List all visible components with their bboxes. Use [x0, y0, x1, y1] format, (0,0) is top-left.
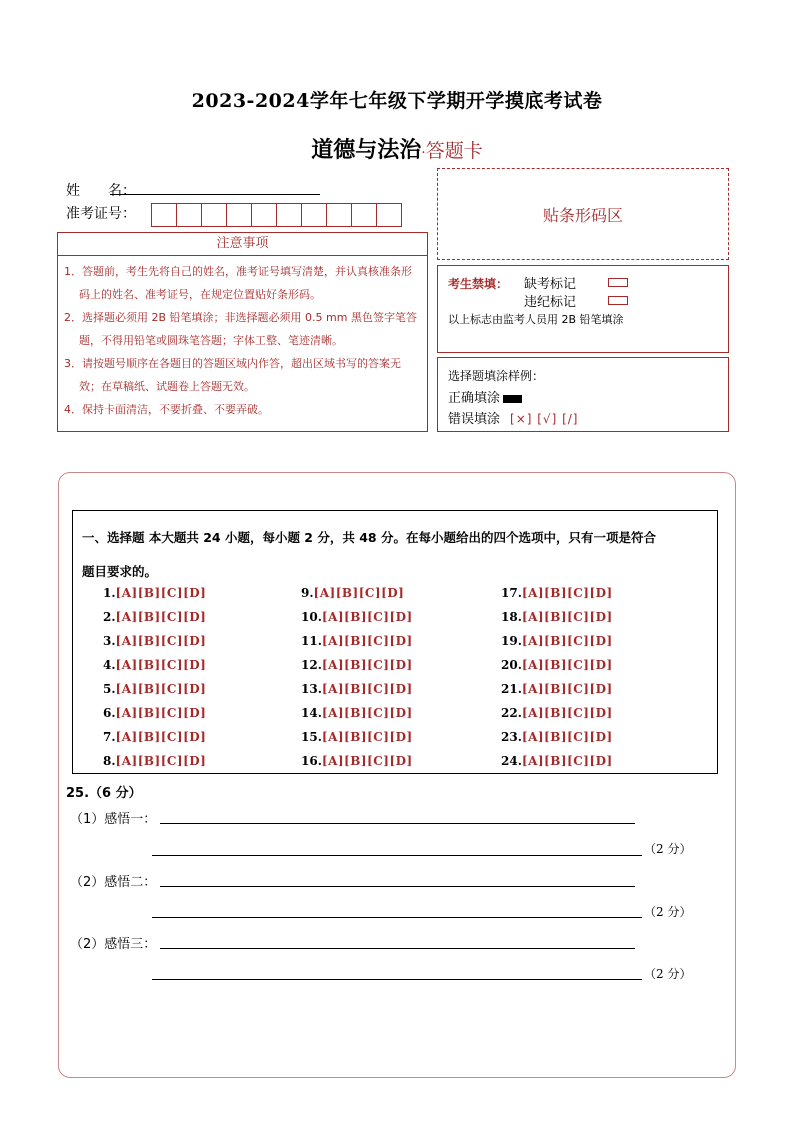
- wrong-fill-examples: [×] [√] [/]: [510, 412, 579, 426]
- question-row[interactable]: 21.[A][B][C][D]: [501, 682, 613, 696]
- question-row[interactable]: 1.[A][B][C][D]: [103, 586, 207, 600]
- fill-sample-box: [437, 357, 729, 432]
- notice-item: 3．请按题号顺序在各题目的答题区域内作答，超出区域书写的答案无效；在草稿纸、试题卷上答题无效。: [64, 357, 401, 393]
- question-row[interactable]: 8.[A][B][C][D]: [103, 754, 207, 768]
- q25-part1-line2[interactable]: [152, 855, 642, 856]
- question-column-3: [501, 581, 613, 773]
- notice-box: [57, 232, 428, 432]
- correct-fill-example: [503, 395, 522, 403]
- notice-title: 注意事项: [58, 233, 427, 256]
- question-row[interactable]: 6.[A][B][C][D]: [103, 706, 207, 720]
- multiple-choice-section: [72, 510, 718, 774]
- exam-id-digit-box[interactable]: [276, 203, 302, 227]
- subject-title: [0, 133, 794, 164]
- q25-part1-line1[interactable]: [160, 823, 635, 824]
- exam-id-digit-box[interactable]: [176, 203, 202, 227]
- proctor-only-box: [437, 265, 729, 353]
- exam-id-digit-box[interactable]: [201, 203, 227, 227]
- question-row[interactable]: 11.[A][B][C][D]: [301, 634, 413, 648]
- question-row[interactable]: 17.[A][B][C][D]: [501, 586, 613, 600]
- question-row[interactable]: 4.[A][B][C][D]: [103, 658, 207, 672]
- proctor-only-title: 考生禁填：: [448, 277, 509, 291]
- violation-mark-label: 违纪标记: [524, 295, 577, 310]
- question-row[interactable]: 2.[A][B][C][D]: [103, 610, 207, 624]
- question-row[interactable]: 14.[A][B][C][D]: [301, 706, 413, 720]
- answer-card-label: 答题卡: [425, 140, 483, 162]
- exam-id-label: 准考证号：: [66, 206, 136, 222]
- subject-name: 道德与法治: [311, 137, 422, 163]
- name-field[interactable]: [110, 194, 320, 195]
- q25-title: 25.（6 分）: [66, 786, 142, 801]
- question-row[interactable]: 19.[A][B][C][D]: [501, 634, 613, 648]
- question-row[interactable]: 3.[A][B][C][D]: [103, 634, 207, 648]
- proctor-note: 以上标志由监考人员用 2B 铅笔填涂: [448, 313, 624, 326]
- q25-part2-line1[interactable]: [160, 886, 635, 887]
- question-row[interactable]: 5.[A][B][C][D]: [103, 682, 207, 696]
- absent-mark-box[interactable]: [608, 278, 628, 287]
- question-row[interactable]: 12.[A][B][C][D]: [301, 658, 413, 672]
- q25-part3-line1[interactable]: [160, 948, 635, 949]
- exam-id-digit-box[interactable]: [151, 203, 177, 227]
- question-row[interactable]: 20.[A][B][C][D]: [501, 658, 613, 672]
- exam-id-digit-box[interactable]: [376, 203, 402, 227]
- exam-id-digit-box[interactable]: [326, 203, 352, 227]
- exam-id-digit-box[interactable]: [251, 203, 277, 227]
- notice-item: 4．保持卡面清洁，不要折叠、不要弄破。: [64, 403, 269, 416]
- exam-title: 2023-2024学年七年级下学期开学摸底考试卷: [191, 90, 603, 112]
- q25-part2-points: （2 分）: [644, 905, 692, 919]
- question-row[interactable]: 16.[A][B][C][D]: [301, 754, 413, 768]
- section1-heading-line2: 题目要求的。: [82, 564, 158, 579]
- wrong-fill-label: 错误填涂: [448, 412, 501, 427]
- question-row[interactable]: 22.[A][B][C][D]: [501, 706, 613, 720]
- question-row[interactable]: 9.[A][B][C][D]: [301, 586, 405, 600]
- q25-part3-points: （2 分）: [644, 967, 692, 981]
- barcode-area: [437, 168, 729, 260]
- exam-id-digit-box[interactable]: [351, 203, 377, 227]
- exam-id-digit-box[interactable]: [301, 203, 327, 227]
- q25-part3-line2[interactable]: [152, 979, 642, 980]
- q25-part1-label: （1）感悟一：: [70, 812, 157, 827]
- section1-heading-line1: 一、选择题 本大题共 24 小题，每小题 2 分，共 48 分。在每小题给出的四个选项中，只有一项是符合: [82, 530, 656, 545]
- name-label: 姓 名：: [66, 183, 136, 199]
- section1-heading: [82, 521, 712, 589]
- notice-item: 1．答题前，考生先将自己的姓名，准考证号填写清楚，并认真核准条形码上的姓名、准考证号，在规定位置贴好条形码。: [64, 265, 412, 301]
- exam-id-boxes[interactable]: [151, 203, 401, 227]
- question-row[interactable]: 23.[A][B][C][D]: [501, 730, 613, 744]
- fill-sample-title: 选择题填涂样例：: [448, 369, 545, 383]
- question-row[interactable]: 7.[A][B][C][D]: [103, 730, 207, 744]
- q25-part2-label: （2）感悟二：: [70, 875, 157, 890]
- violation-mark-box[interactable]: [608, 296, 628, 305]
- absent-mark-label: 缺考标记: [524, 277, 577, 292]
- barcode-area-label: 贴条形码区: [542, 205, 623, 225]
- correct-fill-label: 正确填涂: [448, 391, 501, 406]
- exam-id-digit-box[interactable]: [226, 203, 252, 227]
- question-column-1: [103, 581, 206, 773]
- q25-part2-line2[interactable]: [152, 917, 642, 918]
- question-row[interactable]: 15.[A][B][C][D]: [301, 730, 413, 744]
- subject-separator: ·: [421, 145, 426, 161]
- q25-part3-label: （2）感悟三：: [70, 937, 157, 952]
- question-row[interactable]: 24.[A][B][C][D]: [501, 754, 613, 768]
- question-row[interactable]: 10.[A][B][C][D]: [301, 610, 413, 624]
- notice-item: 2．选择题必须用 2B 铅笔填涂；非选择题必须用 0.5 mm 黑色签字笔答题，不得用铅笔或圆珠笔答题；字体工整、笔迹清晰。: [64, 311, 417, 347]
- question-row[interactable]: 18.[A][B][C][D]: [501, 610, 613, 624]
- q25-part1-points: （2 分）: [644, 842, 692, 856]
- question-column-2: [301, 581, 413, 773]
- question-row[interactable]: 13.[A][B][C][D]: [301, 682, 413, 696]
